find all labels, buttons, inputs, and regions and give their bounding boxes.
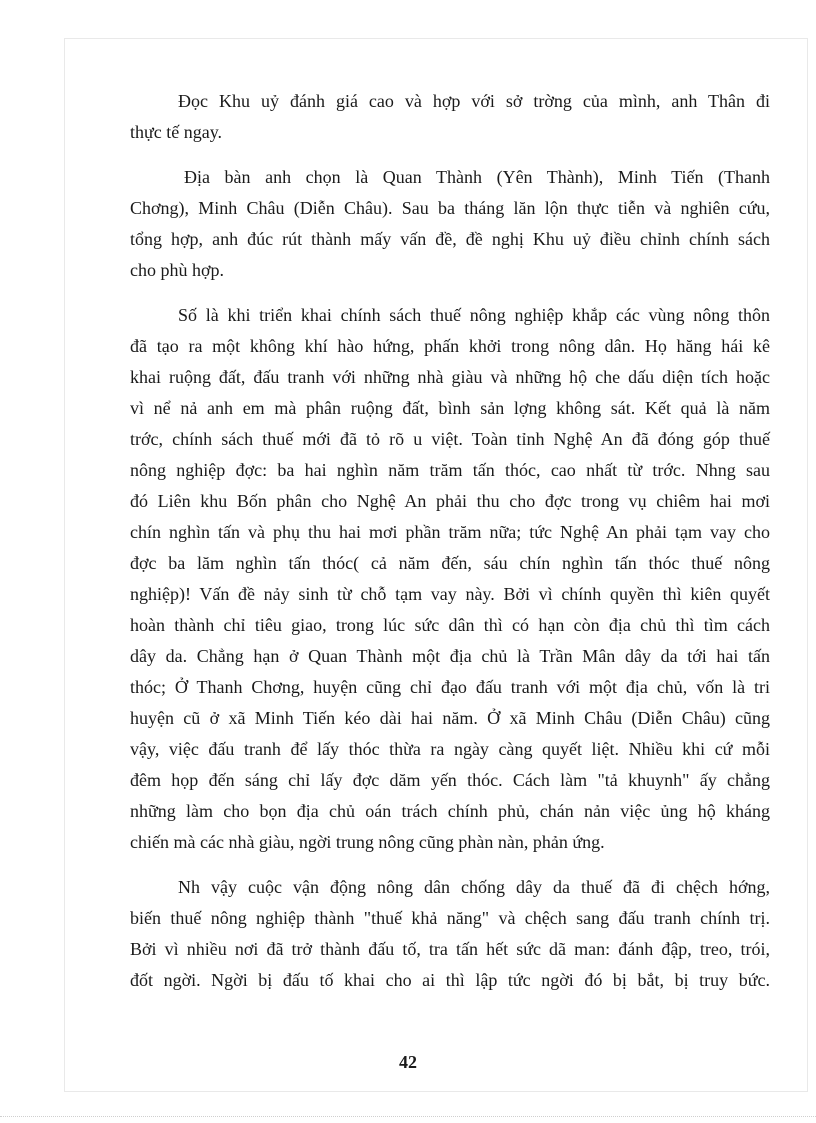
text-line: Số là khi triển khai chính sách thuế nông nghiệp khắp các vùng nông thôn xyxy=(178,305,770,325)
body-text xyxy=(130,86,770,996)
text-line: những làm cho bọn địa chủ oán trách chính phủ, chán nản việc ủng hộ kháng xyxy=(130,801,770,821)
text-line: cho phù hợp. xyxy=(130,260,225,280)
text-line: đó Liên khu Bốn phân cho Nghệ An phải thu cho đợc trong vụ chiêm hai mơi xyxy=(130,491,770,511)
paragraph-1 xyxy=(130,86,770,148)
paragraph-3 xyxy=(130,300,770,858)
text-line: đêm họp đến sáng chỉ lấy đợc dăm yến thóc. Cách làm "tả khuynh" ấy chẳng xyxy=(130,770,770,790)
text-line: huyện cũ ở xã Minh Tiến kéo dài hai năm. Ở xã Minh Châu (Diễn Châu) cũng xyxy=(130,708,770,728)
text-line: nông nghiệp đợc: ba hai nghìn năm trăm tấn thóc, cao nhất từ trớc. Nhng sau xyxy=(130,460,770,480)
text-line: Đọc Khu uỷ đánh giá cao và hợp với sở trờng của mình, anh Thân đi xyxy=(178,91,770,111)
page-bottom-divider xyxy=(0,1116,816,1117)
text-line: hoàn thành chỉ tiêu giao, trong lúc sức dân thì có hạn còn địa chủ thì tìm cách xyxy=(130,615,770,635)
text-line: trớc, chính sách thuế mới đã tỏ rõ u việt. Toàn tỉnh Nghệ An đã đóng góp thuế xyxy=(130,429,770,449)
text-line: Bởi vì nhiều nơi đã trở thành đấu tố, tra tấn hết sức dã man: đánh đập, treo, trói, xyxy=(130,939,770,959)
text-line: tổng hợp, anh đúc rút thành mấy vấn đề, đề nghị Khu uỷ điều chỉnh chính sách xyxy=(130,229,770,249)
text-line: vì nể nả anh em mà phân ruộng đất, bình sản lợng không sát. Kết quả là năm xyxy=(130,398,770,418)
text-line: chín nghìn tấn và phụ thu hai mơi phần trăm nữa; tức Nghệ An phải tạm vay cho xyxy=(130,522,770,542)
text-line: khai ruộng đất, đấu tranh với những nhà giàu và những hộ che dấu diện tích hoặc xyxy=(130,367,770,387)
paragraph-4 xyxy=(130,872,770,996)
paragraph-2 xyxy=(130,162,770,286)
text-line: Nh vậy cuộc vận động nông dân chống dây da thuế đã đi chệch hớng, xyxy=(178,877,770,897)
text-line: vậy, việc đấu tranh để lấy thóc thừa ra ngày càng quyết liệt. Nhiều khi cứ mỗi xyxy=(130,739,770,759)
text-line: đốt ngời. Ngời bị đấu tố khai cho ai thì lập tức ngời đó bị bắt, bị truy bức. xyxy=(130,970,770,990)
text-line: đã tạo ra một không khí hào hứng, phấn khởi trong nông dân. Họ hăng hái kê xyxy=(130,336,770,356)
text-line: thực tế ngay. xyxy=(130,122,223,142)
text-line: chiến mà các nhà giàu, ngời trung nông cũng phàn nàn, phản ứng. xyxy=(130,832,605,852)
text-line: biến thuế nông nghiệp thành "thuế khả năng" và chệch sang đấu tranh chính trị. xyxy=(130,908,770,928)
text-line: thóc; Ở Thanh Chơng, huyện cũng chỉ đạo đấu tranh với một địa chủ, vốn là tri xyxy=(130,677,770,697)
page-number: 42 xyxy=(399,1052,417,1072)
text-line: Chơng), Minh Châu (Diễn Châu). Sau ba tháng lăn lộn thực tiễn và nghiên cứu, xyxy=(130,198,770,218)
text-line: đợc ba lăm nghìn tấn thóc( cả năm đến, sáu chín nghìn tấn thóc thuế nông xyxy=(130,553,770,573)
text-line: Địa bàn anh chọn là Quan Thành (Yên Thành), Minh Tiến (Thanh xyxy=(184,167,770,187)
text-line: nghiệp)! Vấn đề nảy sinh từ chỗ tạm vay này. Bởi vì chính quyền thì kiên quyết xyxy=(130,584,770,604)
text-line: dây da. Chẳng hạn ở Quan Thành một địa chủ là Trần Mân dây da tới hai tấn xyxy=(130,646,770,666)
